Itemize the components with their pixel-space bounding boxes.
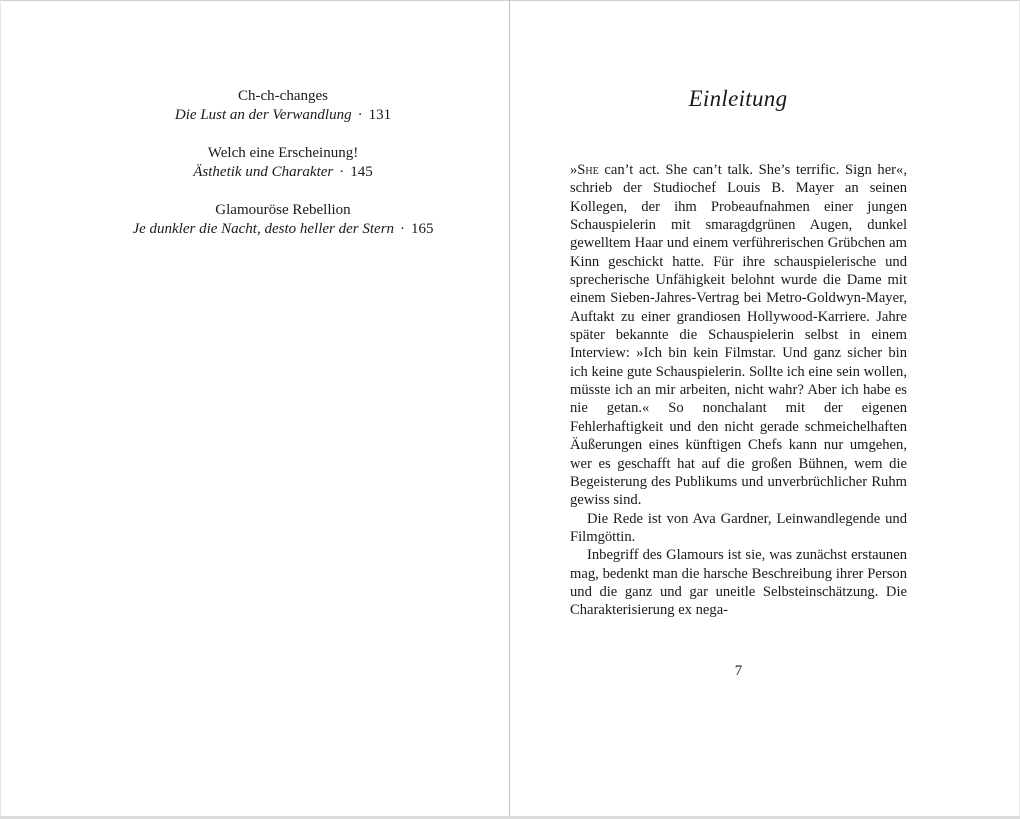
opening-quote: » — [570, 162, 578, 178]
toc-entry-subtitle-line — [131, 220, 435, 239]
body-paragraph: Inbegriff des Glamours ist sie, was zunächst erstaunen mag, bedenkt man die harsche Beschreibung ihrer Person und die ganz und gar uneitle Selbsteinschätzung. Die Charakterisierung ex nega- — [570, 547, 907, 619]
toc-entry-subtitle: Die Lust an der Verwandlung — [174, 107, 352, 123]
opening-smallcaps-word: She — [577, 162, 599, 178]
body-paragraph: Die Rede ist von Ava Gardner, Leinwandlegende und Filmgöttin. — [570, 510, 907, 545]
page-number: 7 — [734, 663, 743, 679]
toc-entry-title: Ch-ch-changes — [238, 88, 328, 104]
body-paragraph — [570, 161, 907, 510]
left-page — [0, 0, 509, 819]
chapter-body — [570, 161, 907, 620]
toc-entry-subtitle: Ästhetik und Charakter — [193, 164, 334, 180]
body-paragraph-text: can’t act. She can’t talk. She’s terrific. Sign her«, schrieb der Studiochef Louis B. Mayer an seinen Kollegen, der ihm Probeaufnahmen einer jungen Schauspielerin mit smaragdgrünen Augen, dunkel gewelltem Haar und einem verführerischen Grübchen am Kinn geschickt hatte. Für ihre schauspielerische und sprecherische Unfähigkeit belohnt wurde die Dame mit einem Sieben-Jahres-Vertrag bei Metro-Goldwyn-Mayer, Auftakt zu einer grandiosen Hollywood-Karriere. Jahre später bekannte die Schauspielerin selbst in einem Interview: »Ich bin kein Filmstar. Und ganz sicher bin ich keine gute Schauspielerin. Sollte ich eine sein wollen, müsste ich an mir arbeiten, nicht wahr? Aber ich habe es nie getan.« So nonchalant mit der eigenen Fehlerhaftigkeit und den nicht gerade schmeichelhaften Äußerungen eines künftigen Chefs kann nur umgehen, wer es geschafft hat auf die großen Bühnen, wem die Begeisterung des Publikums und unverbrüchlicher Ruhm gewiss sind. — [570, 162, 907, 509]
toc-entry-subtitle-line — [131, 106, 435, 125]
toc-entry-subtitle-line — [131, 163, 435, 182]
toc-entry-title: Glamouröse Rebellion — [215, 202, 351, 218]
toc-entry-subtitle: Je dunkler die Nacht, desto heller der Stern — [132, 221, 395, 237]
toc-page-number: 131 — [368, 107, 392, 123]
toc-page-number: 165 — [411, 221, 434, 237]
toc-entry[interactable] — [131, 144, 435, 182]
chapter-title: Einleitung — [688, 86, 788, 111]
toc-entry[interactable] — [131, 201, 435, 239]
toc-separator: · — [339, 164, 345, 180]
toc-separator: · — [400, 221, 406, 237]
toc-entry[interactable] — [131, 87, 435, 125]
toc-separator: · — [357, 107, 363, 123]
toc-page-number: 145 — [350, 164, 373, 180]
toc-entry-title: Welch eine Erscheinung! — [207, 145, 359, 161]
table-of-contents — [131, 87, 435, 258]
